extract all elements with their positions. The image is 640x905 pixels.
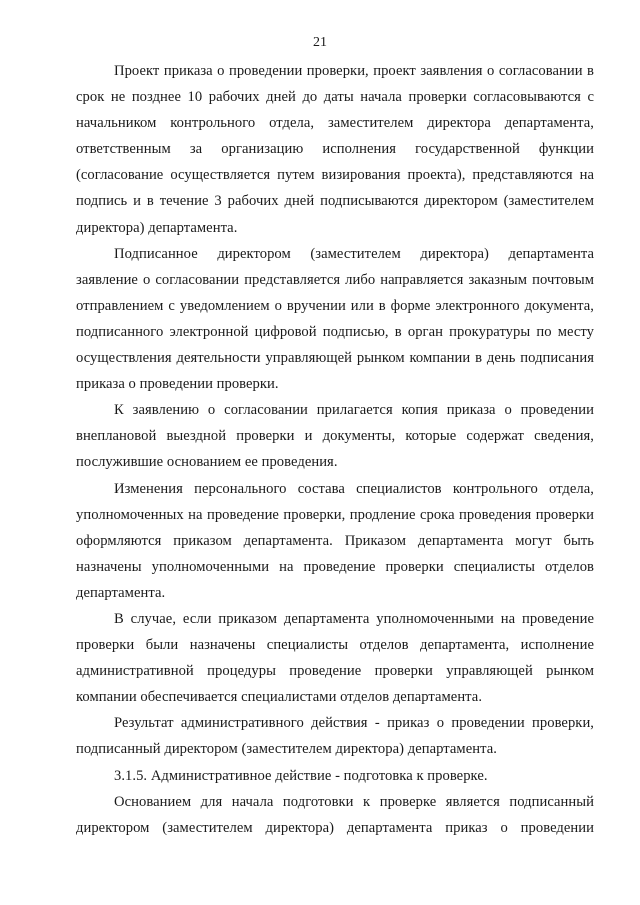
paragraph: Изменения персонального состава специалистов контрольного отдела, уполномоченных на проведение проверки, продление срока проведения проверки оформляются приказом департамента. Приказом департамента могут быть назначены уполномоченными на проведение проверки специалисты отделов департамента. xyxy=(76,480,594,601)
paragraph: Основанием для начала подготовки к проверке является подписанный директором (заместителем директора) департамента приказ о проведении xyxy=(76,793,594,836)
paragraph: Подписанное директором (заместителем директора) департамента заявление о согласовании представляется либо направляется заказным почтовым отправлением с уведомлением о вручении или в форме электронного документа, подписанного электронной цифровой подписью, в орган прокуратуры по месту осуществления деятельности управляющей рынком компании в день подписания приказа о проведении проверки. xyxy=(76,245,594,393)
document-body xyxy=(76,58,594,841)
paragraph: Проект приказа о проведении проверки, проект заявления о согласовании в срок не позднее 10 рабочих дней до даты начала проверки согласовываются с начальником контрольного отдела, заместителем директора департамента, ответственным за организацию исполнения государственной функции (согласование осуществляется путем визирования проекта), представляются на подпись и в течение 3 рабочих дней подписываются директором (заместителем директора) департамента. xyxy=(76,63,594,236)
paragraph: В случае, если приказом департамента уполномоченными на проведение проверки были назначены специалисты отделов департамента, исполнение административной процедуры проведение проверки управляющей рынком компании обеспечивается специалистами отделов департамента. xyxy=(76,610,594,706)
page-number: 21 xyxy=(313,35,327,50)
section-heading-paragraph: 3.1.5. Административное действие - подготовка к проверке. xyxy=(114,767,488,784)
paragraph: Результат административного действия - приказ о проведении проверки, подписанный директором (заместителем директора) департамента. xyxy=(76,715,594,758)
paragraph: К заявлению о согласовании прилагается копия приказа о проведении внеплановой выездной проверки и документы, которые содержат сведения, послужившие основанием ее проведения. xyxy=(76,402,594,471)
